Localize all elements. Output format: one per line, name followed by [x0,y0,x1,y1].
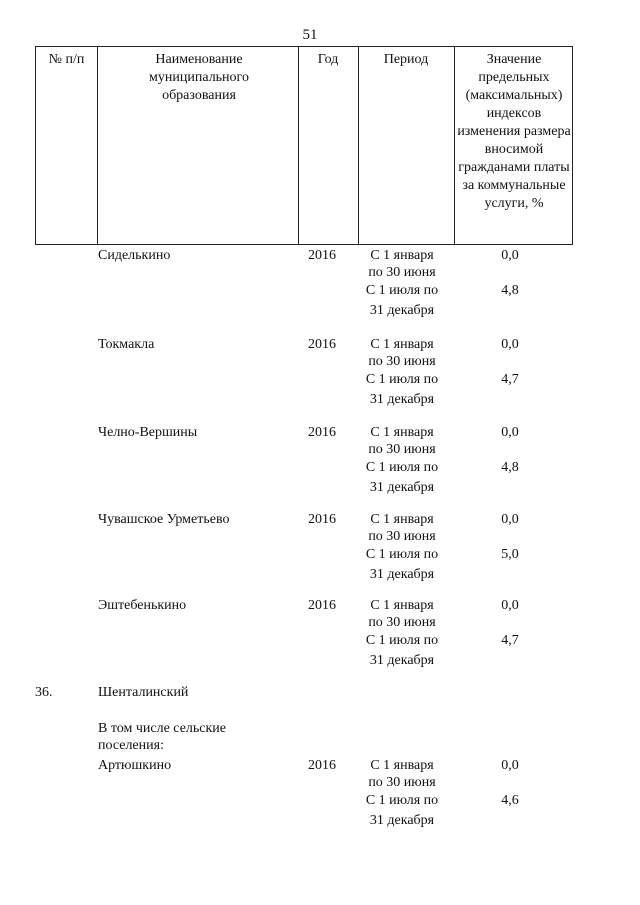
header-period: Период [383,52,429,67]
row-value-1: 0,0 [501,248,519,263]
row-period-1-end: по 30 июня [368,615,436,630]
header-num: № п/п [48,52,85,67]
row-name: Токмакла [98,337,155,352]
row-year: 2016 [308,248,336,263]
row-value-2: 4,8 [501,283,519,298]
row-period-1-end: по 30 июня [368,775,436,790]
table-header [35,46,573,245]
row-year: 2016 [308,425,336,440]
row-value-2: 4,8 [501,460,519,475]
header-name: Наименование муниципального образования [149,52,249,103]
district-name: Шенталинский [98,685,189,700]
row-year: 2016 [308,598,336,613]
row-period-2-start: С 1 июля по [365,460,439,475]
row-period-1-start: С 1 января [370,337,434,352]
row-period-2-start: С 1 июля по [365,547,439,562]
row-value-2: 5,0 [501,547,519,562]
row-name: Челно-Вершины [98,425,198,440]
subhead-line-2: поселения: [98,738,164,753]
row-value-1: 0,0 [501,598,519,613]
row-name: Артюшкино [98,758,172,773]
header-year: Год [317,52,339,67]
page-number: 51 [302,27,318,43]
row-period-2-end: 31 декабря [369,813,435,828]
row-period-2-end: 31 декабря [369,653,435,668]
row-period-1-start: С 1 января [370,425,434,440]
row-period-1-end: по 30 июня [368,265,436,280]
row-value-2: 4,7 [501,372,519,387]
row-period-1-start: С 1 января [370,598,434,613]
row-value-1: 0,0 [501,425,519,440]
row-year: 2016 [308,758,336,773]
row-period-2-end: 31 декабря [369,392,435,407]
row-year: 2016 [308,337,336,352]
district-number: 36. [35,685,53,700]
row-period-1-start: С 1 января [370,512,434,527]
row-value-2: 4,7 [501,633,519,648]
row-value-1: 0,0 [501,337,519,352]
row-name: Чувашское Урметьево [98,512,230,527]
row-value-1: 0,0 [501,758,519,773]
row-year: 2016 [308,512,336,527]
row-period-2-start: С 1 июля по [365,793,439,808]
row-period-1-start: С 1 января [370,758,434,773]
row-period-1-end: по 30 июня [368,354,436,369]
row-name: Эштебенькино [98,598,187,613]
row-period-2-start: С 1 июля по [365,633,439,648]
row-period-2-start: С 1 июля по [365,283,439,298]
row-name: Сиделькино [98,248,171,263]
row-period-1-end: по 30 июня [368,442,436,457]
row-period-1-start: С 1 января [370,248,434,263]
row-period-2-start: С 1 июля по [365,372,439,387]
row-value-1: 0,0 [501,512,519,527]
subhead-line-1: В том числе сельские [98,721,227,736]
header-value: Значение предельных (максимальных) индексов изменения размера вносимой гражданами платы за коммунальные услуги, % [457,52,571,211]
row-period-2-end: 31 декабря [369,303,435,318]
row-value-2: 4,6 [501,793,519,808]
row-period-2-end: 31 декабря [369,480,435,495]
row-period-1-end: по 30 июня [368,529,436,544]
row-period-2-end: 31 декабря [369,567,435,582]
